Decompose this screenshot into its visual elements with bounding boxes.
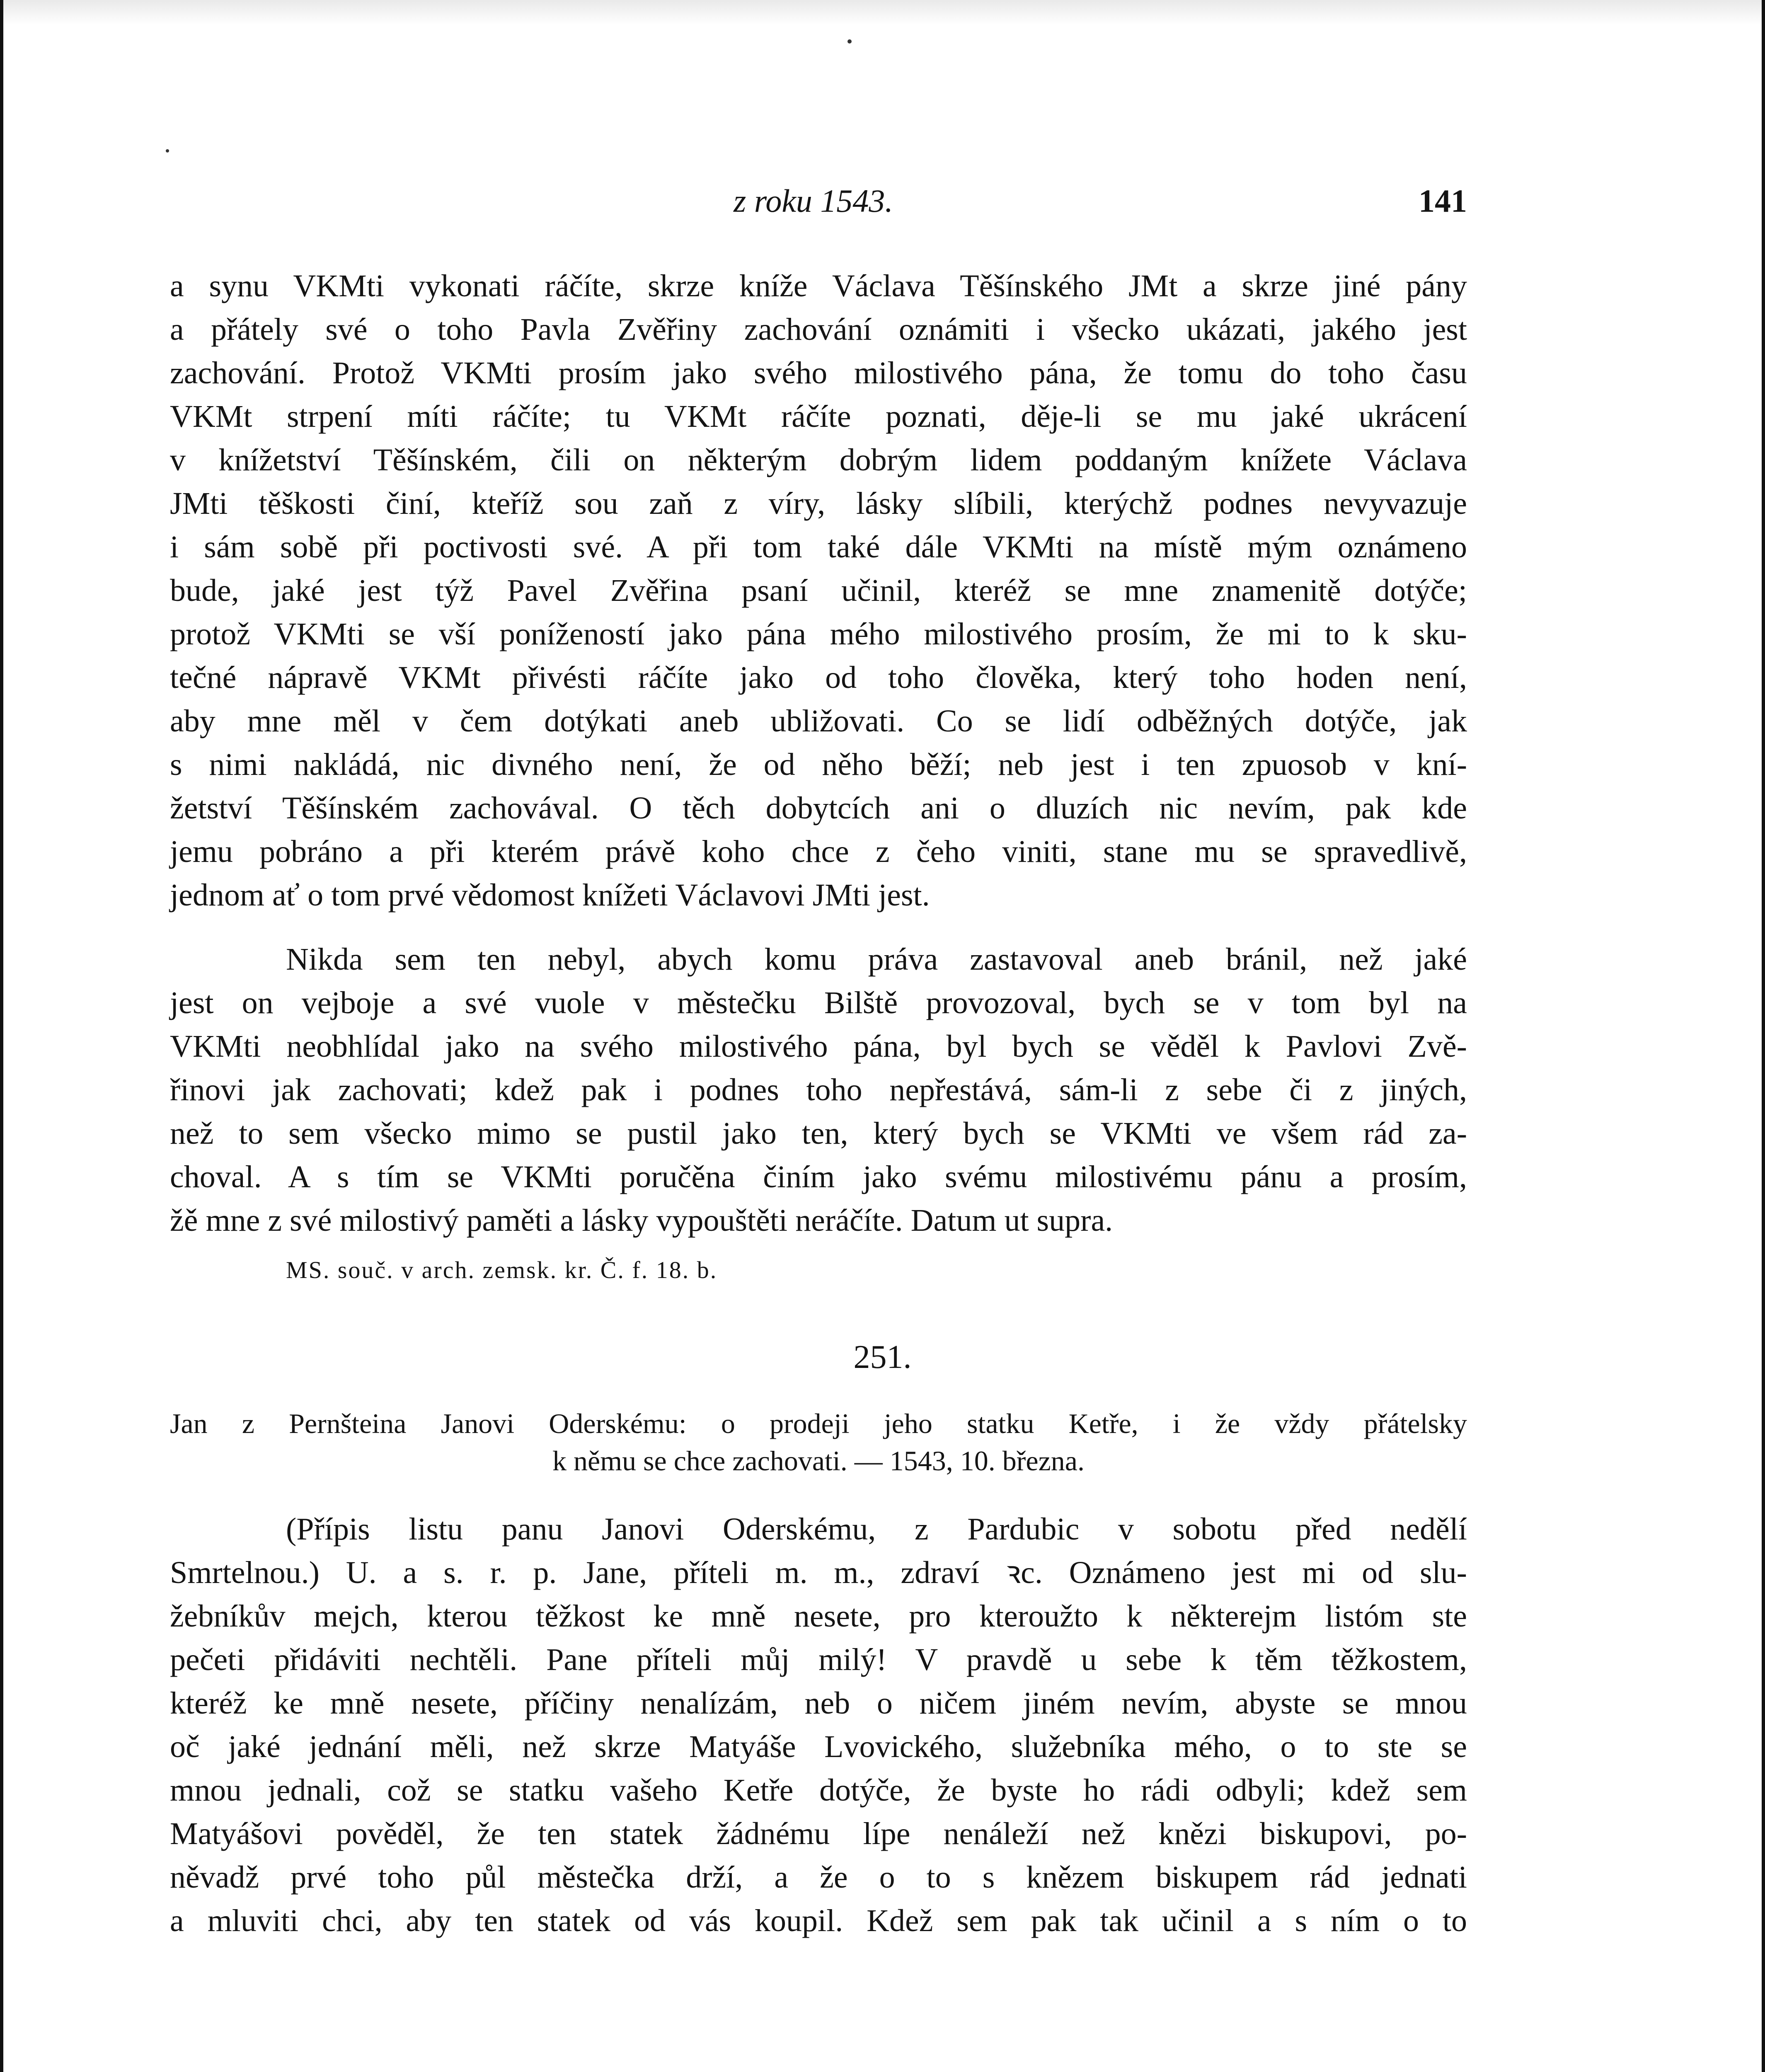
text-line: jemu pobráno a při kterém právě koho chce z čeho viniti, stane mu se spravedlivě, bbox=[170, 834, 1467, 869]
text-line: aby mne měl v čem dotýkati aneb ubližovati. Co se lidí odběžných dotýče, jak bbox=[170, 704, 1467, 738]
text-line: protož VKMti se vší ponížeností jako pána mého milostivého prosím, že mi to k sku- bbox=[170, 617, 1467, 651]
running-head: z roku 1543. bbox=[734, 183, 893, 219]
text-line: než to sem všecko mimo se pustil jako ten, který bych se VKMti ve všem rád za- bbox=[170, 1116, 1467, 1151]
text-line: bude, jaké jest týž Pavel Zvěřina psaní učinil, kteréž se mne znamenitě dotýče; bbox=[170, 573, 1467, 608]
text-line: a mluviti chci, aby ten statek od vás koupil. Kdež sem pak tak učinil a s ním o to bbox=[170, 1903, 1467, 1938]
text-line: žetství Těšínském zachovával. O těch dobytcích ani o dluzích nic nevím, pak kde bbox=[170, 791, 1467, 825]
text-line: choval. A s tím se VKMti poručěna činím jako svému milostivému pánu a prosím, bbox=[170, 1159, 1467, 1194]
summary-line: k němu se chce zachovati. — 1543, 10. března. bbox=[552, 1445, 1085, 1477]
text-line: JMti těškosti činí, kteříž sou zaň z víry, lásky slíbili, kterýchž podnes nevyvazuje bbox=[170, 486, 1467, 521]
scan-speck bbox=[847, 39, 852, 44]
source-note: MS. souč. v arch. zemsk. kr. Č. f. 18. b. bbox=[286, 1256, 718, 1283]
text-line: a přátely své o toho Pavla Zvěřiny zachování oznámiti i všecko ukázati, jakého jest bbox=[170, 312, 1467, 347]
document-number: 251. bbox=[853, 1339, 912, 1375]
page-number: 141 bbox=[1419, 183, 1467, 219]
text-line: i sám sobě při poctivosti své. A při tom také dále VKMti na místě mým oznámeno bbox=[170, 530, 1467, 564]
text-line: jest on vejboje a své vuole v městečku Bilště provozoval, bych se v tom byl na bbox=[170, 985, 1467, 1020]
text-line: VKMt strpení míti ráčíte; tu VKMt ráčíte poznati, děje-li se mu jaké ukrácení bbox=[170, 399, 1467, 434]
page-header bbox=[170, 182, 1467, 224]
summary-line: Jan z Pernšteina Janovi Oderskému: o prodeji jeho statku Ketře, i že vždy přátelsky bbox=[170, 1408, 1467, 1439]
text-line: Matyášovi pověděl, že ten statek žádnému lípe nenáleží než knězi biskupovi, po- bbox=[170, 1816, 1467, 1851]
text-line: žě mne z své milostivý paměti a lásky vypouštěti neráčíte. Datum ut supra. bbox=[170, 1203, 1113, 1238]
text-line: jednom ať o tom prvé vědomost knížeti Václavovi JMti jest. bbox=[170, 878, 930, 913]
text-line: zachování. Protož VKMti prosím jako svého milostivého pána, že tomu do toho času bbox=[170, 356, 1467, 390]
text-line: Nikda sem ten nebyl, abych komu práva zastavoval aneb bránil, než jaké bbox=[286, 942, 1467, 977]
text-line: Smrtelnou.) U. a s. r. p. Jane, příteli m. m., zdraví ꝛc. Oznámeno jest mi od slu- bbox=[170, 1555, 1467, 1590]
text-line: s nimi nakládá, nic divného není, že od něho běží; neb jest i ten zpuosob v kní- bbox=[170, 747, 1467, 782]
text-line: oč jaké jednání měli, než skrze Matyáše Lvovického, služebníka mého, o to ste se bbox=[170, 1729, 1467, 1764]
text-line: něvadž prvé toho půl městečka drží, a že o to s knězem biskupem rád jednati bbox=[170, 1860, 1467, 1895]
scan-speck bbox=[166, 149, 169, 152]
text-line: řinovi jak zachovati; kdež pak i podnes toho nepřestává, sám-li z sebe či z jiných, bbox=[170, 1072, 1467, 1107]
text-line: VKMti neobhlídal jako na svého milostivého pána, byl bych se věděl k Pavlovi Zvě- bbox=[170, 1029, 1467, 1064]
text-line: (Přípis listu panu Janovi Oderskému, z Pardubic v sobotu před nedělí bbox=[286, 1512, 1467, 1547]
text-line: v knížetství Těšínském, čili on některým dobrým lidem poddaným knížete Václava bbox=[170, 443, 1467, 477]
text-line: žebníkův mejch, kterou těžkost ke mně nesete, pro kteroužto k některejm listóm ste bbox=[170, 1599, 1467, 1634]
text-line: tečné nápravě VKMt přivésti ráčíte jako od toho člověka, který toho hoden není, bbox=[170, 660, 1467, 695]
text-line: a synu VKMti vykonati ráčíte, skrze kníže Václava Těšínského JMt a skrze jiné pány bbox=[170, 269, 1467, 303]
text-line: kteréž ke mně nesete, příčiny nenalízám, neb o ničem jiném nevím, abyste se mnou bbox=[170, 1686, 1467, 1721]
text-line: mnou jednali, což se statku vašeho Ketře dotýče, že byste ho rádi odbyli; kdež sem bbox=[170, 1773, 1467, 1808]
text-line: pečeti přidáviti nechtěli. Pane příteli můj milý! V pravdě u sebe k těm těžkostem, bbox=[170, 1642, 1467, 1677]
